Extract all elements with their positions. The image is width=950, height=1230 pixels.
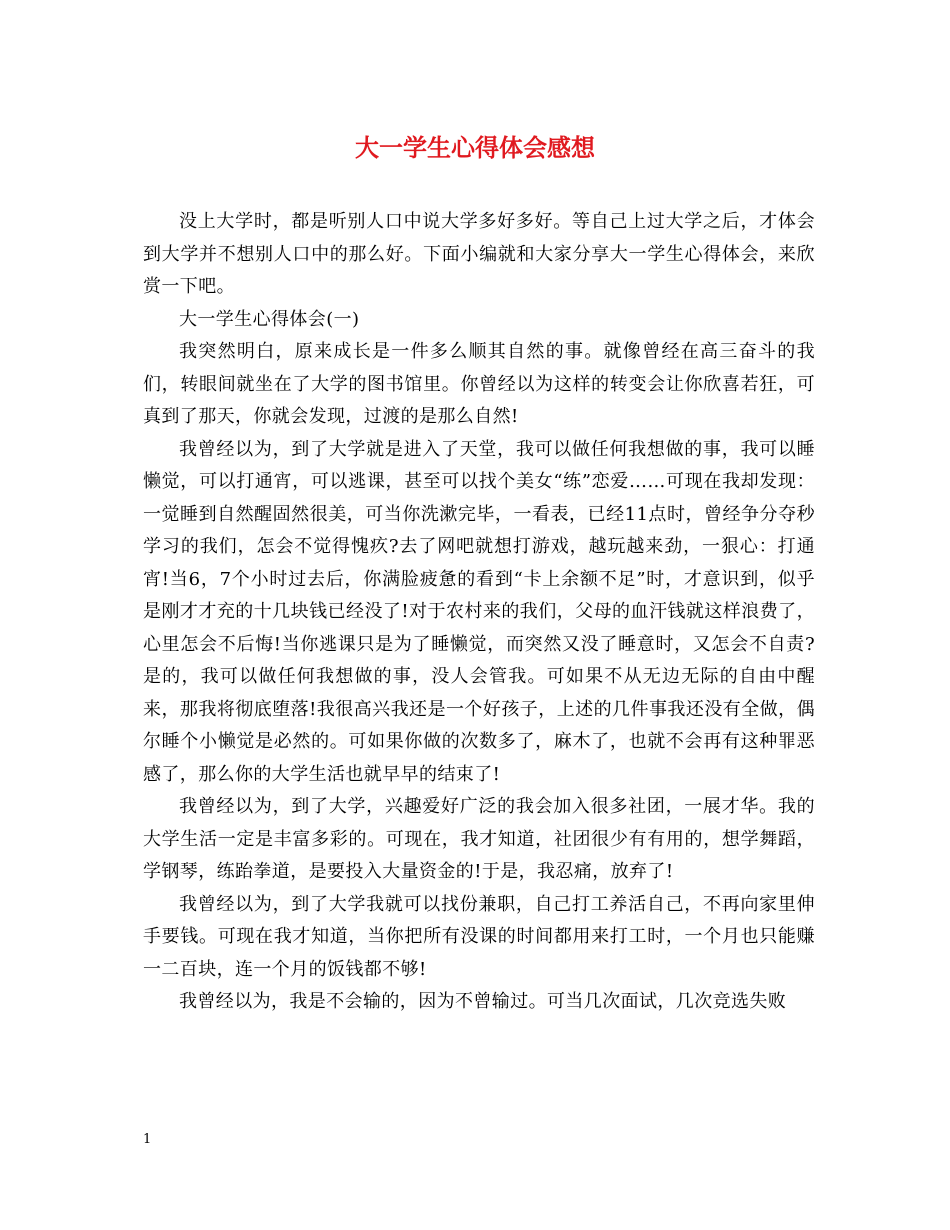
paragraph: 我曾经以为，到了大学就是进入了天堂，我可以做任何我想做的事，我可以睡懒觉，可以打通宵，可以逃课，甚至可以找个美女“练”恋爱……可现在我却发现：一觉睡到自然醒固然很美，可当你洗漱完毕，一看表，已经11点时，曾经争分夺秒学习的我们，怎会不觉得愧疚?去了网吧就想打游戏，越玩越来劲，一狠心：打通宵!当6，7个小时过去后，你满脸疲惫的看到“卡上余额不足”时，才意识到，似乎是刚才才充的十几块钱已经没了!对于农村来的我们，父母的血汗钱就这样浪费了，心里怎会不后悔!当你逃课只是为了睡懒觉，而突然又没了睡意时，又怎会不自责?是的，我可以做任何我想做的事，没人会管我。可如果不从无边无际的自由中醒来，那我将彻底堕落!我很高兴我还是一个好孩子，上述的几件事我还没有全做，偶尔睡个小懒觉是必然的。可如果你做的次数多了，麻木了，也就不会再有这种罪恶感了，那么你的大学生活也就早早的结束了! <box>143 438 815 785</box>
paragraph: 我曾经以为，到了大学我就可以找份兼职，自己打工养活自己，不再向家里伸手要钱。可现在我才知道，当你把所有没课的时间都用来打工时，一个月也只能赚一二百块，连一个月的饭钱都不够! <box>143 893 815 980</box>
document-title: 大一学生心得体会感想 <box>355 133 595 162</box>
section-heading: 大一学生心得体会(一) <box>179 308 360 330</box>
page-number: 1 <box>143 1132 152 1147</box>
paragraph: 我突然明白，原来成长是一件多么顺其自然的事。就像曾经在高三奋斗的我们，转眼间就坐在了大学的图书馆里。你曾经以为这样的转变会让你欣喜若狂，可真到了那天，你就会发现，过渡的是那么自然! <box>143 341 815 427</box>
paragraph-intro: 没上大学时，都是听别人口中说大学多好多好。等自己上过大学之后，才体会到大学并不想别人口中的那么好。下面小编就和大家分享大一学生心得体会，来欣赏一下吧。 <box>143 211 815 297</box>
paragraph: 我曾经以为，我是不会输的，因为不曾输过。可当几次面试，几次竞选失败 <box>179 991 787 1012</box>
document-body <box>143 206 815 1019</box>
paragraph: 我曾经以为，到了大学，兴趣爱好广泛的我会加入很多社团，一展才华。我的大学生活一定是丰富多彩的。可现在，我才知道，社团很少有有用的，想学舞蹈，学钢琴，练跆拳道，是要投入大量资金的!于是，我忍痛，放弃了! <box>143 796 815 882</box>
